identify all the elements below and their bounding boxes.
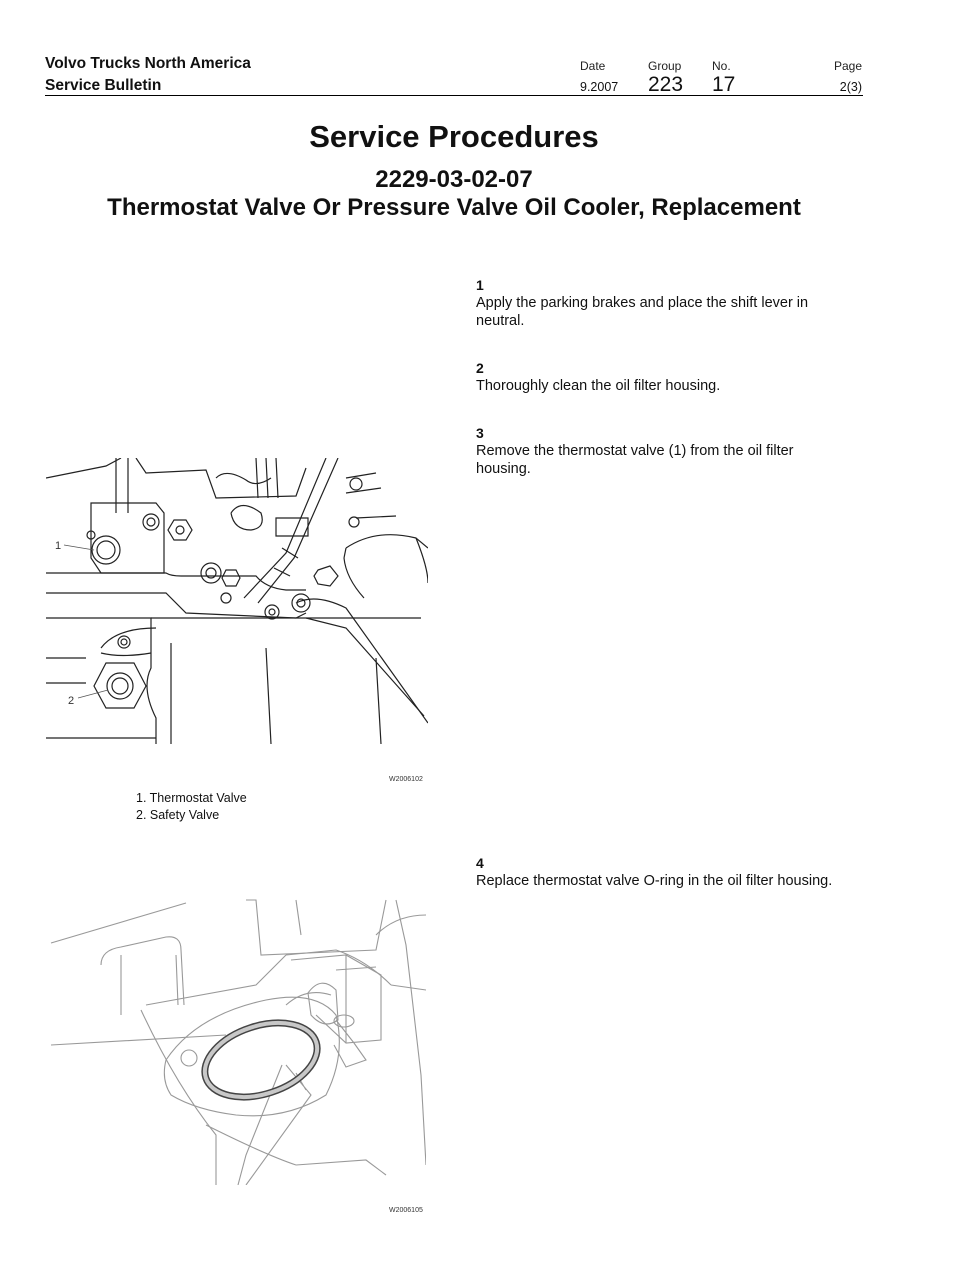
engine-illustration	[46, 458, 428, 744]
page-title: Service Procedures	[309, 119, 599, 154]
page-label: Page	[833, 59, 862, 73]
company-name: Volvo Trucks North America	[45, 55, 251, 72]
step-text: Thoroughly clean the oil filter housing.	[476, 378, 721, 394]
date-label: Date	[580, 59, 606, 73]
date-value: 9.2007	[580, 80, 619, 94]
procedure-code: 2229-03-02-07	[375, 166, 533, 193]
step-number: 3	[476, 425, 484, 441]
step-number: 4	[476, 855, 484, 871]
step-number: 2	[476, 360, 484, 376]
page-value: 2(3)	[839, 80, 862, 94]
group-value: 223	[648, 73, 684, 96]
document-type: Service Bulletin	[45, 77, 162, 94]
procedure-title: Thermostat Valve Or Pressure Valve Oil Cooler, Replacement	[107, 194, 801, 221]
step-text: Remove the thermostat valve (1) from the oil filter housing.	[476, 443, 794, 477]
o-ring-illustration	[46, 895, 426, 1185]
step-text: Replace thermostat valve O-ring in the oil filter housing.	[476, 873, 833, 889]
step-number: 1	[476, 277, 484, 293]
legend-item-thermostat-valve: 1. Thermostat Valve	[136, 791, 247, 805]
callout-2: 2	[68, 695, 75, 707]
figure-code: W2006105	[389, 1207, 423, 1214]
step-4	[476, 855, 856, 890]
number-label: No.	[712, 59, 731, 73]
legend-item-safety-valve: 2. Safety Valve	[136, 808, 220, 822]
callout-1: 1	[55, 540, 62, 552]
step-text: Apply the parking brakes and place the shift lever in neutral.	[476, 295, 809, 329]
step-3	[476, 425, 856, 478]
group-label: Group	[648, 59, 682, 73]
figure-legend	[136, 790, 247, 824]
figure-code: W2006102	[389, 776, 423, 783]
number-value: 17	[712, 73, 736, 96]
step-1	[476, 277, 856, 330]
header-rule	[45, 95, 863, 96]
step-2	[476, 360, 856, 395]
